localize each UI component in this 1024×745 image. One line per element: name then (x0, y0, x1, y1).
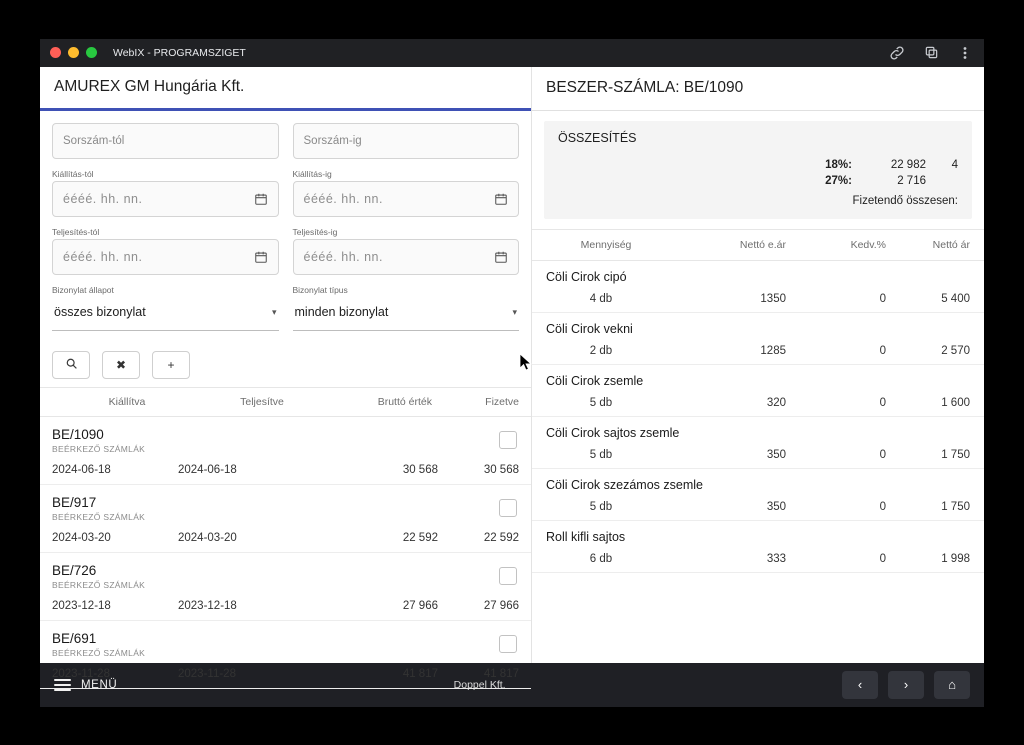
item-unit-price: 333 (766, 552, 786, 565)
item-discount: 0 (879, 500, 886, 513)
items-list[interactable] (532, 261, 984, 663)
table-row[interactable] (532, 417, 984, 469)
item-unit-price: 1350 (760, 292, 786, 305)
item-name: Cöli Cirok sajtos zsemle (546, 425, 680, 440)
close-window-button[interactable] (50, 47, 61, 58)
document-number: BE/726 (52, 562, 97, 578)
col-fulfilled: Teljesítve (240, 395, 284, 408)
document-fulfilled: 2023-11-28 (178, 667, 236, 680)
document-gross: 22 592 (402, 531, 438, 544)
filter-action-buttons (52, 351, 519, 387)
left-panel (40, 67, 532, 680)
item-values (546, 345, 970, 357)
issue-from-value: éééé. hh. nn. (63, 191, 143, 206)
item-net: 1 750 (941, 500, 970, 513)
fulfil-from-input[interactable] (52, 239, 279, 275)
issue-to-field (293, 169, 520, 217)
issue-from-input[interactable] (52, 181, 279, 217)
col-issued: Kiállítva (108, 395, 146, 408)
item-name: Cöli Cirok zsemle (546, 373, 644, 388)
doc-type-value: minden bizonylat (294, 305, 389, 319)
window-title: WebIX - PROGRAMSZIGET (113, 46, 246, 59)
doc-state-value: összes bizonylat (54, 305, 146, 319)
item-quantity: 2 db (589, 344, 613, 357)
app-body (40, 67, 984, 680)
item-values (546, 501, 970, 513)
fulfil-to-field (293, 227, 520, 275)
col-quantity: Mennyiség (580, 238, 632, 251)
document-paid: 22 592 (483, 531, 519, 544)
serial-to-input[interactable]: Sorszám-ig (293, 123, 520, 159)
add-button[interactable] (152, 351, 190, 379)
copy-icon[interactable] (922, 44, 940, 62)
item-values (546, 293, 970, 305)
nav-buttons (842, 671, 970, 699)
list-item[interactable] (40, 553, 531, 621)
item-quantity: 5 db (589, 500, 613, 513)
x-icon: ✖ (115, 357, 127, 372)
document-checkbox[interactable] (499, 635, 517, 653)
item-net: 1 750 (941, 448, 970, 461)
search-icon (65, 357, 78, 373)
document-paid: 27 966 (483, 599, 519, 612)
home-button[interactable]: ⌂ (934, 671, 970, 699)
maximize-window-button[interactable] (86, 47, 97, 58)
documents-list[interactable] (40, 417, 531, 680)
document-fulfilled: 2023-12-18 (178, 599, 237, 612)
plus-icon: + (167, 357, 175, 372)
window-titlebar (40, 39, 984, 67)
document-checkbox[interactable] (499, 431, 517, 449)
right-panel (532, 67, 984, 663)
issue-to-value: éééé. hh. nn. (303, 191, 383, 206)
calendar-icon[interactable] (494, 192, 508, 206)
item-unit-price: 350 (766, 500, 786, 513)
serial-from-field (52, 123, 279, 159)
more-vertical-icon[interactable] (956, 44, 974, 62)
fulfil-from-value: éééé. hh. nn. (63, 249, 143, 264)
vat-rate: 27%: (825, 174, 852, 187)
serial-to-field (293, 123, 520, 159)
chevron-down-icon: ▾ (271, 306, 277, 317)
calendar-icon[interactable] (254, 192, 268, 206)
item-net: 2 570 (941, 344, 970, 357)
item-net: 5 400 (941, 292, 970, 305)
document-fulfilled: 2024-06-18 (178, 463, 237, 476)
document-issued: 2023-12-18 (52, 599, 111, 612)
menu-label: MENÜ (81, 678, 118, 691)
issue-from-field (52, 169, 279, 217)
doc-state-select[interactable] (52, 297, 279, 331)
doc-type-label: Bizonylat típus (292, 284, 348, 295)
company-footer: Doppel Kft. (453, 678, 506, 691)
item-values (546, 449, 970, 461)
document-gross: 27 966 (402, 599, 438, 612)
item-name: Cöli Cirok vekni (546, 321, 633, 336)
next-button[interactable]: › (888, 671, 924, 699)
summary-total-label: Fizetendő összesen: (852, 194, 958, 207)
item-net: 1 998 (941, 552, 970, 565)
item-discount: 0 (879, 292, 886, 305)
fulfil-to-label: Teljesítés-ig (292, 226, 338, 237)
summary-row (558, 159, 958, 171)
summary-title: ÖSSZESÍTÉS (558, 130, 637, 145)
prev-button[interactable]: ‹ (842, 671, 878, 699)
summary-row (558, 175, 958, 187)
item-unit-price: 320 (766, 396, 786, 409)
item-values (546, 397, 970, 409)
search-button[interactable] (52, 351, 90, 379)
window-controls[interactable] (50, 47, 97, 58)
chevron-down-icon: ▾ (512, 306, 517, 317)
calendar-icon[interactable] (494, 250, 508, 264)
col-gross: Bruttó érték (377, 395, 432, 408)
col-discount: Kedv.% (850, 238, 886, 251)
clear-button[interactable] (102, 351, 140, 379)
doc-type-field (293, 285, 520, 331)
fulfil-from-label: Teljesítés-tól (52, 226, 100, 237)
issue-to-label: Kiállítás-ig (292, 168, 332, 179)
document-type: BEÉRKEZŐ SZÁMLÁK (52, 647, 146, 658)
vat-extra: 4 (951, 158, 958, 171)
document-checkbox[interactable] (499, 567, 517, 585)
col-paid: Fizetve (485, 395, 519, 408)
item-quantity: 4 db (589, 292, 613, 305)
item-name: Roll kifli sajtos (546, 529, 626, 544)
document-paid: 30 568 (483, 463, 519, 476)
document-number: BE/1090 (52, 426, 104, 442)
table-row[interactable] (532, 469, 984, 521)
link-icon[interactable] (888, 44, 906, 62)
list-item[interactable] (40, 417, 531, 485)
document-values (52, 464, 519, 476)
col-net-price: Nettó ár (932, 238, 970, 251)
item-name: Cöli Cirok szezámos zsemle (546, 477, 703, 492)
doc-state-label: Bizonylat állapot (52, 284, 114, 295)
fulfil-to-input[interactable] (293, 239, 520, 275)
fulfil-to-value: éééé. hh. nn. (303, 249, 383, 264)
calendar-icon[interactable] (254, 250, 268, 264)
vat-value: 2 716 (897, 174, 926, 187)
item-discount: 0 (879, 344, 886, 357)
document-issued: 2024-06-18 (52, 463, 111, 476)
item-quantity: 6 db (589, 552, 613, 565)
invoice-title: BESZER-SZÁMLA: BE/1090 (532, 67, 984, 111)
item-unit-price: 1285 (760, 344, 786, 357)
table-row[interactable] (532, 313, 984, 365)
minimize-window-button[interactable] (68, 47, 79, 58)
filter-form (40, 111, 531, 387)
document-type: BEÉRKEZŐ SZÁMLÁK (52, 443, 146, 454)
document-type: BEÉRKEZŐ SZÁMLÁK (52, 579, 146, 590)
item-name: Cöli Cirok cipó (546, 269, 627, 284)
titlebar-actions (888, 44, 974, 62)
document-values (52, 600, 519, 612)
serial-from-input[interactable]: Sorszám-tól (52, 123, 279, 159)
app-window (40, 39, 984, 707)
item-quantity: 5 db (589, 396, 613, 409)
issue-from-label: Kiállítás-tól (52, 168, 94, 179)
item-quantity: 5 db (589, 448, 613, 461)
document-checkbox[interactable] (499, 499, 517, 517)
table-row[interactable] (532, 521, 984, 573)
document-fulfilled: 2024-03-20 (178, 531, 237, 544)
doc-state-field (52, 285, 279, 331)
vat-rate: 18%: (825, 158, 852, 171)
table-row[interactable] (532, 261, 984, 313)
document-number: BE/917 (52, 494, 97, 510)
list-item[interactable] (40, 621, 531, 689)
item-unit-price: 350 (766, 448, 786, 461)
item-net: 1 600 (941, 396, 970, 409)
document-paid: 41 817 (483, 667, 519, 680)
list-item[interactable] (40, 485, 531, 553)
document-values (52, 668, 519, 680)
item-values (546, 553, 970, 565)
document-gross: 41 817 (402, 667, 438, 680)
fulfil-from-field (52, 227, 279, 275)
table-row[interactable] (532, 365, 984, 417)
doc-type-select[interactable] (293, 297, 520, 331)
item-discount: 0 (879, 396, 886, 409)
issue-to-input[interactable] (293, 181, 520, 217)
summary-box (544, 121, 972, 219)
document-values (52, 532, 519, 544)
vat-value: 22 982 (890, 158, 926, 171)
document-issued: 2023-11-28 (52, 667, 110, 680)
item-discount: 0 (879, 552, 886, 565)
summary-wrapper (532, 111, 984, 219)
company-title: AMUREX GM Hungária Kft. (40, 67, 531, 111)
document-type: BEÉRKEZŐ SZÁMLÁK (52, 511, 146, 522)
items-table-header (532, 229, 984, 261)
col-unit-price: Nettó e.ár (739, 238, 786, 251)
document-gross: 30 568 (402, 463, 438, 476)
item-discount: 0 (879, 448, 886, 461)
document-number: BE/691 (52, 630, 97, 646)
documents-table-header (40, 387, 531, 417)
document-issued: 2024-03-20 (52, 531, 111, 544)
